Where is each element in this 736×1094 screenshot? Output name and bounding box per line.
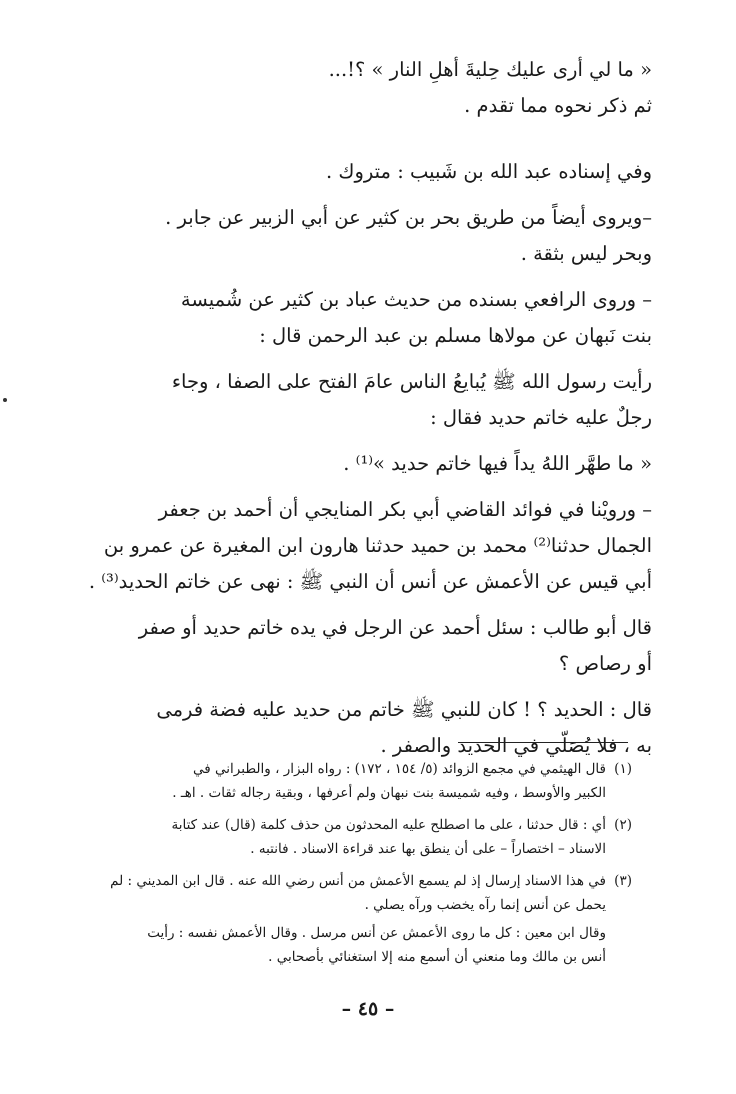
text-line: قال أبو طالب : سئل أحمد عن الرجل في يده خاتم حديد أو صفر (138, 615, 652, 639)
text-line: أبي قيس عن الأعمش عن أنس أن النبي ﷺ : نهى عن خاتم الحديد⁽³⁾ . (88, 569, 652, 593)
text-line: رأيت رسول الله ﷺ يُبايعُ الناس عامَ الفتح على الصفا ، وجاء (171, 369, 652, 393)
text-line: –ويروى أيضاً من طريق بحر بن كثير عن أبي الزبير عن جابر . (165, 205, 652, 229)
footnote-body (102, 869, 606, 969)
footnote-line: وقال ابن معين : كل ما روى الأعمش عن أنس مرسل . وقال الأعمش نفسه : رأيت (147, 925, 606, 941)
paragraph-gap (97, 482, 652, 492)
paragraph-gap (97, 190, 652, 200)
text-line: قال : الحديد ؟ ! كان للنبي ﷺ خاتم من حديد عليه فضة فرمى (156, 697, 652, 721)
footnotes (102, 757, 632, 977)
paragraph-gap (97, 682, 652, 692)
paragraph-gap (97, 144, 652, 154)
text-line: ثم ذكر نحوه مما تقدم . (464, 94, 652, 117)
footnote-1 (102, 757, 632, 805)
footnote-3 (102, 869, 632, 969)
text-line: الجمال حدثنا⁽²⁾ محمد بن حميد حدثنا هارون ابن المغيرة عن عمرو بن (103, 533, 652, 557)
footnote-body (102, 757, 606, 805)
text-line: وبحر ليس بثقة . (520, 241, 652, 265)
text-line: وفي إسناده عبد الله بن شَبيب : متروك . (326, 159, 652, 183)
main-text (88, 52, 652, 764)
footnote-number: (٢) (614, 817, 632, 833)
text-line: « ما طهَّر اللهُ يداً فيها خاتم حديد »⁽¹⁾ . (343, 451, 652, 475)
page-number: – ٤٥ – (341, 998, 395, 1020)
footnote-separator (458, 742, 628, 743)
footnote-body (102, 813, 606, 861)
paragraph-gap (97, 272, 652, 282)
footnote-line: أنس بن مالك وما منعني أن أسمع منه إلا استغنائي بأصحابي . (268, 949, 606, 965)
footnote-line: الكبير والأوسط ، وفيه شميسة بنت نبهان ولم أعرفها ، وبقية رجاله ثقات . اهـ . (172, 785, 606, 801)
text-line: رجلٌ عليه خاتم حديد فقال : (430, 405, 652, 429)
paragraph-gap (97, 436, 652, 446)
paragraph-gap (97, 600, 652, 610)
text-line: – وروى الرافعي بسنده من حديث عباد بن كثير عن شُميسة (180, 287, 652, 311)
text-line: – ورويْنا في فوائد القاضي أبي بكر المنايجي أن أحمد بن جعفر (158, 497, 652, 521)
text-line: به ، فلا يُصَلّي في الحديد والصفر . (380, 733, 652, 757)
footnote-sub-paragraph (102, 921, 606, 969)
footnote-line: الاسناد – اختصاراً – على أن ينطق بها عند قراءة الاسناد . فانتبه . (250, 841, 606, 857)
text-line: « ما لي أرى عليك حِليةَ أهلِ النار » ؟!... (328, 58, 652, 81)
margin-mark (3, 398, 7, 402)
paragraph-gap (97, 354, 652, 364)
footnote-number: (٣) (614, 873, 632, 889)
footnote-line: قال الهيثمي في مجمع الزوائد (٥/ ١٥٤ ، ١٧٢) : رواه البزار ، والطبراني في (193, 761, 606, 777)
footnote-line: يحمل عن أنس إنما رآه يخضب ورآه يصلي . (364, 897, 606, 913)
footnote-number: (١) (614, 761, 632, 777)
footnote-line: في هذا الاسناد إرسال إذ لم يسمع الأعمش من أنس رضي الله عنه . قال ابن المديني : لم (110, 873, 606, 889)
text-line: أو رصاص ؟ (558, 651, 652, 675)
footnote-2 (102, 813, 632, 861)
text-line: بنت نَبهان عن مولاها مسلم بن عبد الرحمن قال : (259, 323, 652, 347)
footnote-line: أي : قال حدثنا ، على ما اصطلح عليه المحدثون من حذف كلمة (قال) عند كتابة (171, 817, 606, 833)
